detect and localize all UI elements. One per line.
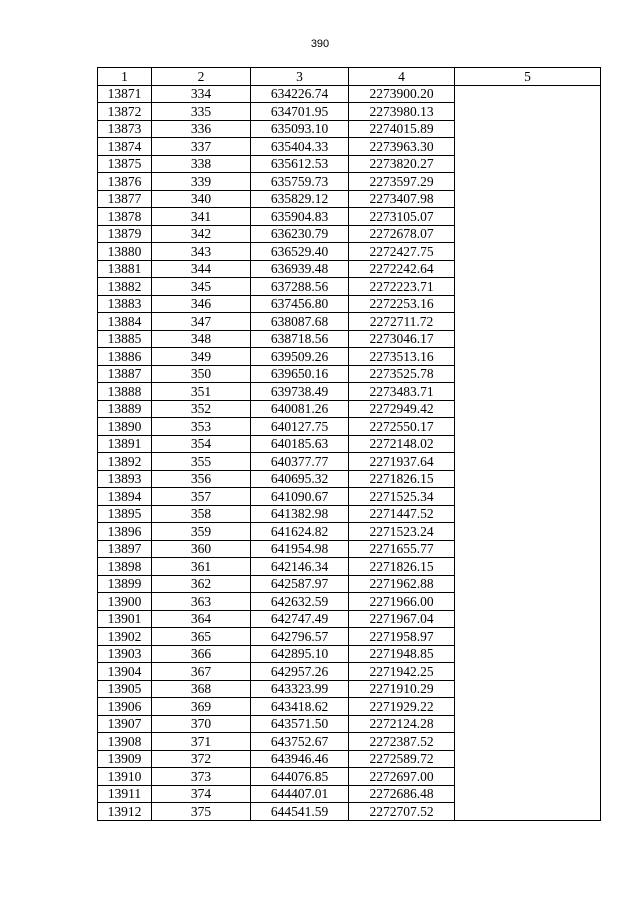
cell-coordinate-y: 2272387.52	[349, 733, 455, 751]
cell-point-id: 13882	[98, 278, 152, 296]
cell-coordinate-y: 2272697.00	[349, 768, 455, 786]
cell-coordinate-x: 642957.26	[251, 663, 349, 681]
cell-point-id: 13880	[98, 243, 152, 261]
cell-coordinate-y: 2271967.04	[349, 610, 455, 628]
cell-point-id: 13877	[98, 190, 152, 208]
cell-vertex-number: 345	[152, 278, 251, 296]
cell-coordinate-x: 642796.57	[251, 628, 349, 646]
cell-vertex-number: 375	[152, 803, 251, 821]
table-row	[98, 85, 601, 103]
cell-point-id: 13892	[98, 453, 152, 471]
cell-coordinate-x: 642587.97	[251, 575, 349, 593]
cell-coordinate-y: 2273483.71	[349, 383, 455, 401]
cell-point-id: 13875	[98, 155, 152, 173]
cell-coordinate-y: 2273597.29	[349, 173, 455, 191]
cell-point-id: 13879	[98, 225, 152, 243]
cell-coordinate-x: 634701.95	[251, 103, 349, 121]
cell-point-id: 13908	[98, 733, 152, 751]
cell-coordinate-y: 2272686.48	[349, 785, 455, 803]
cell-coordinate-y: 2272707.52	[349, 803, 455, 821]
cell-vertex-number: 371	[152, 733, 251, 751]
cell-coordinate-y: 2272223.71	[349, 278, 455, 296]
cell-vertex-number: 337	[152, 138, 251, 156]
cell-coordinate-y: 2273525.78	[349, 365, 455, 383]
cell-point-id: 13872	[98, 103, 152, 121]
cell-vertex-number: 359	[152, 523, 251, 541]
cell-coordinate-x: 640185.63	[251, 435, 349, 453]
cell-point-id: 13904	[98, 663, 152, 681]
cell-point-id: 13895	[98, 505, 152, 523]
cell-point-id: 13912	[98, 803, 152, 821]
cell-vertex-number: 340	[152, 190, 251, 208]
cell-coordinate-x: 641090.67	[251, 488, 349, 506]
cell-point-id: 13911	[98, 785, 152, 803]
cell-coordinate-x: 638718.56	[251, 330, 349, 348]
cell-coordinate-y: 2271942.25	[349, 663, 455, 681]
cell-vertex-number: 338	[152, 155, 251, 173]
cell-coordinate-x: 644541.59	[251, 803, 349, 821]
cell-coordinate-y: 2273513.16	[349, 348, 455, 366]
cell-coordinate-y: 2271525.34	[349, 488, 455, 506]
cell-vertex-number: 370	[152, 715, 251, 733]
cell-coordinate-x: 635829.12	[251, 190, 349, 208]
cell-point-id: 13873	[98, 120, 152, 138]
cell-vertex-number: 360	[152, 540, 251, 558]
cell-vertex-number: 351	[152, 383, 251, 401]
cell-coordinate-x: 643752.67	[251, 733, 349, 751]
cell-coordinate-x: 640127.75	[251, 418, 349, 436]
cell-point-id: 13893	[98, 470, 152, 488]
cell-point-id: 13896	[98, 523, 152, 541]
cell-coordinate-x: 635612.53	[251, 155, 349, 173]
column-header-1: 1	[98, 68, 152, 86]
cell-point-id: 13884	[98, 313, 152, 331]
cell-coordinate-x: 640081.26	[251, 400, 349, 418]
cell-point-id: 13874	[98, 138, 152, 156]
cell-coordinate-x: 639738.49	[251, 383, 349, 401]
cell-coordinate-x: 639509.26	[251, 348, 349, 366]
cell-point-id: 13885	[98, 330, 152, 348]
cell-coordinate-x: 636529.40	[251, 243, 349, 261]
cell-coordinate-x: 636939.48	[251, 260, 349, 278]
cell-point-id: 13903	[98, 645, 152, 663]
cell-coordinate-y: 2271826.15	[349, 470, 455, 488]
cell-coordinate-y: 2271966.00	[349, 593, 455, 611]
cell-coordinate-y: 2271958.97	[349, 628, 455, 646]
cell-coordinate-y: 2271948.85	[349, 645, 455, 663]
cell-vertex-number: 362	[152, 575, 251, 593]
cell-coordinate-x: 642146.34	[251, 558, 349, 576]
cell-coordinate-y: 2272242.64	[349, 260, 455, 278]
cell-coordinate-x: 641382.98	[251, 505, 349, 523]
cell-point-id: 13894	[98, 488, 152, 506]
cell-point-id: 13910	[98, 768, 152, 786]
cell-vertex-number: 335	[152, 103, 251, 121]
cell-column-5-empty	[455, 85, 601, 820]
cell-point-id: 13907	[98, 715, 152, 733]
cell-coordinate-y: 2271523.24	[349, 523, 455, 541]
cell-vertex-number: 365	[152, 628, 251, 646]
cell-coordinate-y: 2271937.64	[349, 453, 455, 471]
cell-coordinate-x: 641954.98	[251, 540, 349, 558]
cell-coordinate-x: 643323.99	[251, 680, 349, 698]
cell-vertex-number: 339	[152, 173, 251, 191]
cell-point-id: 13897	[98, 540, 152, 558]
cell-vertex-number: 366	[152, 645, 251, 663]
cell-coordinate-x: 635093.10	[251, 120, 349, 138]
cell-coordinate-y: 2272124.28	[349, 715, 455, 733]
cell-point-id: 13871	[98, 85, 152, 103]
cell-point-id: 13883	[98, 295, 152, 313]
cell-vertex-number: 348	[152, 330, 251, 348]
cell-vertex-number: 361	[152, 558, 251, 576]
cell-coordinate-y: 2272253.16	[349, 295, 455, 313]
cell-vertex-number: 346	[152, 295, 251, 313]
cell-vertex-number: 364	[152, 610, 251, 628]
cell-coordinate-x: 642747.49	[251, 610, 349, 628]
cell-coordinate-y: 2274015.89	[349, 120, 455, 138]
cell-coordinate-x: 640377.77	[251, 453, 349, 471]
cell-vertex-number: 369	[152, 698, 251, 716]
table-header-row	[98, 68, 601, 86]
cell-vertex-number: 357	[152, 488, 251, 506]
cell-coordinate-x: 644076.85	[251, 768, 349, 786]
cell-point-id: 13881	[98, 260, 152, 278]
cell-coordinate-y: 2271826.15	[349, 558, 455, 576]
cell-coordinate-y: 2271655.77	[349, 540, 455, 558]
cell-coordinate-y: 2273105.07	[349, 208, 455, 226]
cell-vertex-number: 368	[152, 680, 251, 698]
cell-vertex-number: 367	[152, 663, 251, 681]
cell-coordinate-x: 641624.82	[251, 523, 349, 541]
cell-coordinate-y: 2271447.52	[349, 505, 455, 523]
cell-vertex-number: 350	[152, 365, 251, 383]
cell-point-id: 13905	[98, 680, 152, 698]
cell-vertex-number: 363	[152, 593, 251, 611]
cell-vertex-number: 343	[152, 243, 251, 261]
cell-vertex-number: 334	[152, 85, 251, 103]
cell-coordinate-x: 635759.73	[251, 173, 349, 191]
column-header-3: 3	[251, 68, 349, 86]
cell-vertex-number: 341	[152, 208, 251, 226]
cell-coordinate-x: 637288.56	[251, 278, 349, 296]
cell-coordinate-y: 2272949.42	[349, 400, 455, 418]
cell-coordinate-y: 2272427.75	[349, 243, 455, 261]
cell-point-id: 13891	[98, 435, 152, 453]
cell-point-id: 13906	[98, 698, 152, 716]
cell-coordinate-x: 643571.50	[251, 715, 349, 733]
cell-coordinate-y: 2273963.30	[349, 138, 455, 156]
cell-coordinate-y: 2271929.22	[349, 698, 455, 716]
cell-point-id: 13900	[98, 593, 152, 611]
cell-vertex-number: 372	[152, 750, 251, 768]
cell-coordinate-y: 2272678.07	[349, 225, 455, 243]
cell-point-id: 13909	[98, 750, 152, 768]
cell-coordinate-y: 2273980.13	[349, 103, 455, 121]
table-body	[98, 85, 601, 820]
cell-point-id: 13901	[98, 610, 152, 628]
cell-coordinate-x: 635904.83	[251, 208, 349, 226]
cell-coordinate-x: 634226.74	[251, 85, 349, 103]
cell-point-id: 13887	[98, 365, 152, 383]
cell-vertex-number: 352	[152, 400, 251, 418]
cell-coordinate-y: 2272589.72	[349, 750, 455, 768]
cell-coordinate-x: 642895.10	[251, 645, 349, 663]
cell-point-id: 13890	[98, 418, 152, 436]
cell-coordinate-x: 637456.80	[251, 295, 349, 313]
cell-coordinate-y: 2271910.29	[349, 680, 455, 698]
cell-point-id: 13876	[98, 173, 152, 191]
cell-coordinate-y: 2271962.88	[349, 575, 455, 593]
cell-point-id: 13898	[98, 558, 152, 576]
cell-vertex-number: 354	[152, 435, 251, 453]
cell-point-id: 13889	[98, 400, 152, 418]
cell-point-id: 13902	[98, 628, 152, 646]
cell-point-id: 13878	[98, 208, 152, 226]
cell-coordinate-y: 2272711.72	[349, 313, 455, 331]
cell-coordinate-x: 636230.79	[251, 225, 349, 243]
cell-coordinate-x: 643946.46	[251, 750, 349, 768]
cell-vertex-number: 353	[152, 418, 251, 436]
cell-point-id: 13899	[98, 575, 152, 593]
cell-coordinate-y: 2273820.27	[349, 155, 455, 173]
cell-vertex-number: 336	[152, 120, 251, 138]
cell-vertex-number: 373	[152, 768, 251, 786]
cell-coordinate-x: 640695.32	[251, 470, 349, 488]
cell-vertex-number: 356	[152, 470, 251, 488]
cell-coordinate-x: 644407.01	[251, 785, 349, 803]
cell-coordinate-y: 2272148.02	[349, 435, 455, 453]
cell-coordinate-x: 639650.16	[251, 365, 349, 383]
cell-vertex-number: 374	[152, 785, 251, 803]
cell-coordinate-y: 2273046.17	[349, 330, 455, 348]
cell-coordinate-y: 2273407.98	[349, 190, 455, 208]
column-header-5: 5	[455, 68, 601, 86]
cell-vertex-number: 355	[152, 453, 251, 471]
cell-vertex-number: 349	[152, 348, 251, 366]
cell-vertex-number: 358	[152, 505, 251, 523]
cell-coordinate-x: 635404.33	[251, 138, 349, 156]
cell-coordinate-x: 638087.68	[251, 313, 349, 331]
cell-point-id: 13886	[98, 348, 152, 366]
page-number: 390	[310, 38, 330, 50]
cell-point-id: 13888	[98, 383, 152, 401]
cell-coordinate-y: 2273900.20	[349, 85, 455, 103]
column-header-2: 2	[152, 68, 251, 86]
cell-vertex-number: 342	[152, 225, 251, 243]
cell-coordinate-y: 2272550.17	[349, 418, 455, 436]
cell-coordinate-x: 642632.59	[251, 593, 349, 611]
column-header-4: 4	[349, 68, 455, 86]
coordinates-table	[97, 67, 601, 821]
cell-coordinate-x: 643418.62	[251, 698, 349, 716]
cell-vertex-number: 347	[152, 313, 251, 331]
cell-vertex-number: 344	[152, 260, 251, 278]
